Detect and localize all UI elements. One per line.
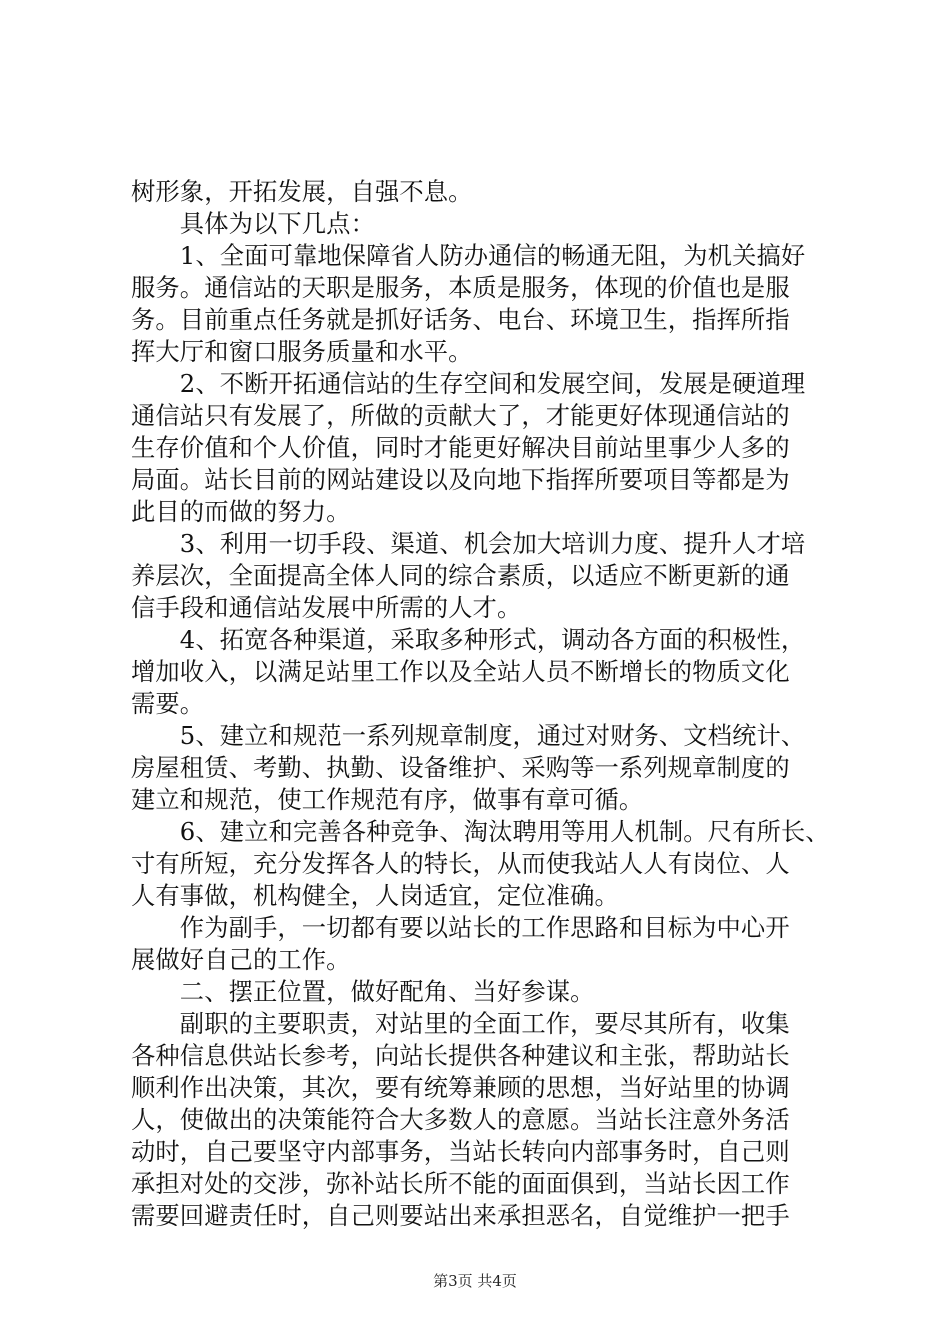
text-line: 建立和规范，使工作规范有序，做事有章可循。: [131, 785, 644, 814]
text-line: 房屋租赁、考勤、执勤、设备维护、采购等一系列规章制度的: [131, 753, 790, 782]
text-line: 6、建立和完善各种竞争、淘汰聘用等用人机制。尺有所长、: [131, 817, 830, 846]
text-line: 通信站只有发展了，所做的贡献大了，才能更好体现通信站的: [131, 401, 790, 430]
text-line: 服务。通信站的天职是服务，本质是服务，体现的价值也是服: [131, 273, 790, 302]
text-line: 生存价值和个人价值，同时才能更好解决目前站里事少人多的: [131, 433, 790, 462]
text-line: 务。目前重点任务就是抓好话务、电台、环境卫生，指挥所指: [131, 305, 790, 334]
text-line: 顺利作出决策，其次，要有统筹兼顾的思想，当好站里的协调: [131, 1073, 790, 1102]
text-line: 3、利用一切手段、渠道、机会加大培训力度、提升人才培: [131, 529, 806, 558]
text-line: 信手段和通信站发展中所需的人才。: [131, 593, 522, 622]
text-line: 二、摆正位置，做好配角、当好参谋。: [131, 977, 595, 1006]
text-line: 增加收入，以满足站里工作以及全站人员不断增长的物质文化: [131, 657, 790, 686]
text-line: 2、不断开拓通信站的生存空间和发展空间，发展是硬道理: [131, 369, 806, 398]
text-line: 需要回避责任时，自己则要站出来承担恶名，自觉维护一把手: [131, 1201, 790, 1230]
text-line: 作为副手，一切都有要以站长的工作思路和目标为中心开: [131, 913, 790, 942]
text-line: 需要。: [131, 689, 205, 718]
text-line: 展做好自己的工作。: [131, 945, 351, 974]
page-number-footer: 第3页 共4页: [433, 1272, 517, 1290]
text-line: 承担对处的交涉，弥补站长所不能的面面俱到，当站长因工作: [131, 1169, 790, 1198]
text-line: 副职的主要职责，对站里的全面工作，要尽其所有，收集: [131, 1009, 790, 1038]
text-line: 人有事做，机构健全，人岗适宜，定位准确。: [131, 881, 619, 910]
document-body: [131, 176, 831, 1232]
text-line: 此目的而做的努力。: [131, 497, 351, 526]
text-line: 具体为以下几点：: [131, 209, 375, 238]
text-line: 4、拓宽各种渠道，采取多种形式，调动各方面的积极性，: [131, 625, 806, 654]
text-line: 5、建立和规范一系列规章制度，通过对财务、文档统计、: [131, 721, 806, 750]
text-line: 动时，自己要坚守内部事务，当站长转向内部事务时，自己则: [131, 1137, 790, 1166]
text-line: 局面。站长目前的网站建设以及向地下指挥所要项目等都是为: [131, 465, 790, 494]
text-line: 挥大厅和窗口服务质量和水平。: [131, 337, 473, 366]
text-line: 人，使做出的决策能符合大多数人的意愿。当站长注意外务活: [131, 1105, 790, 1134]
text-line: 寸有所短，充分发挥各人的特长，从而使我站人人有岗位、人: [131, 849, 790, 878]
text-line: 1、全面可靠地保障省人防办通信的畅通无阻，为机关搞好: [131, 241, 806, 270]
text-line: 树形象，开拓发展，自强不息。: [131, 177, 473, 206]
text-line: 各种信息供站长参考，向站长提供各种建议和主张，帮助站长: [131, 1041, 790, 1070]
text-line: 养层次，全面提高全体人同的综合素质，以适应不断更新的通: [131, 561, 790, 590]
